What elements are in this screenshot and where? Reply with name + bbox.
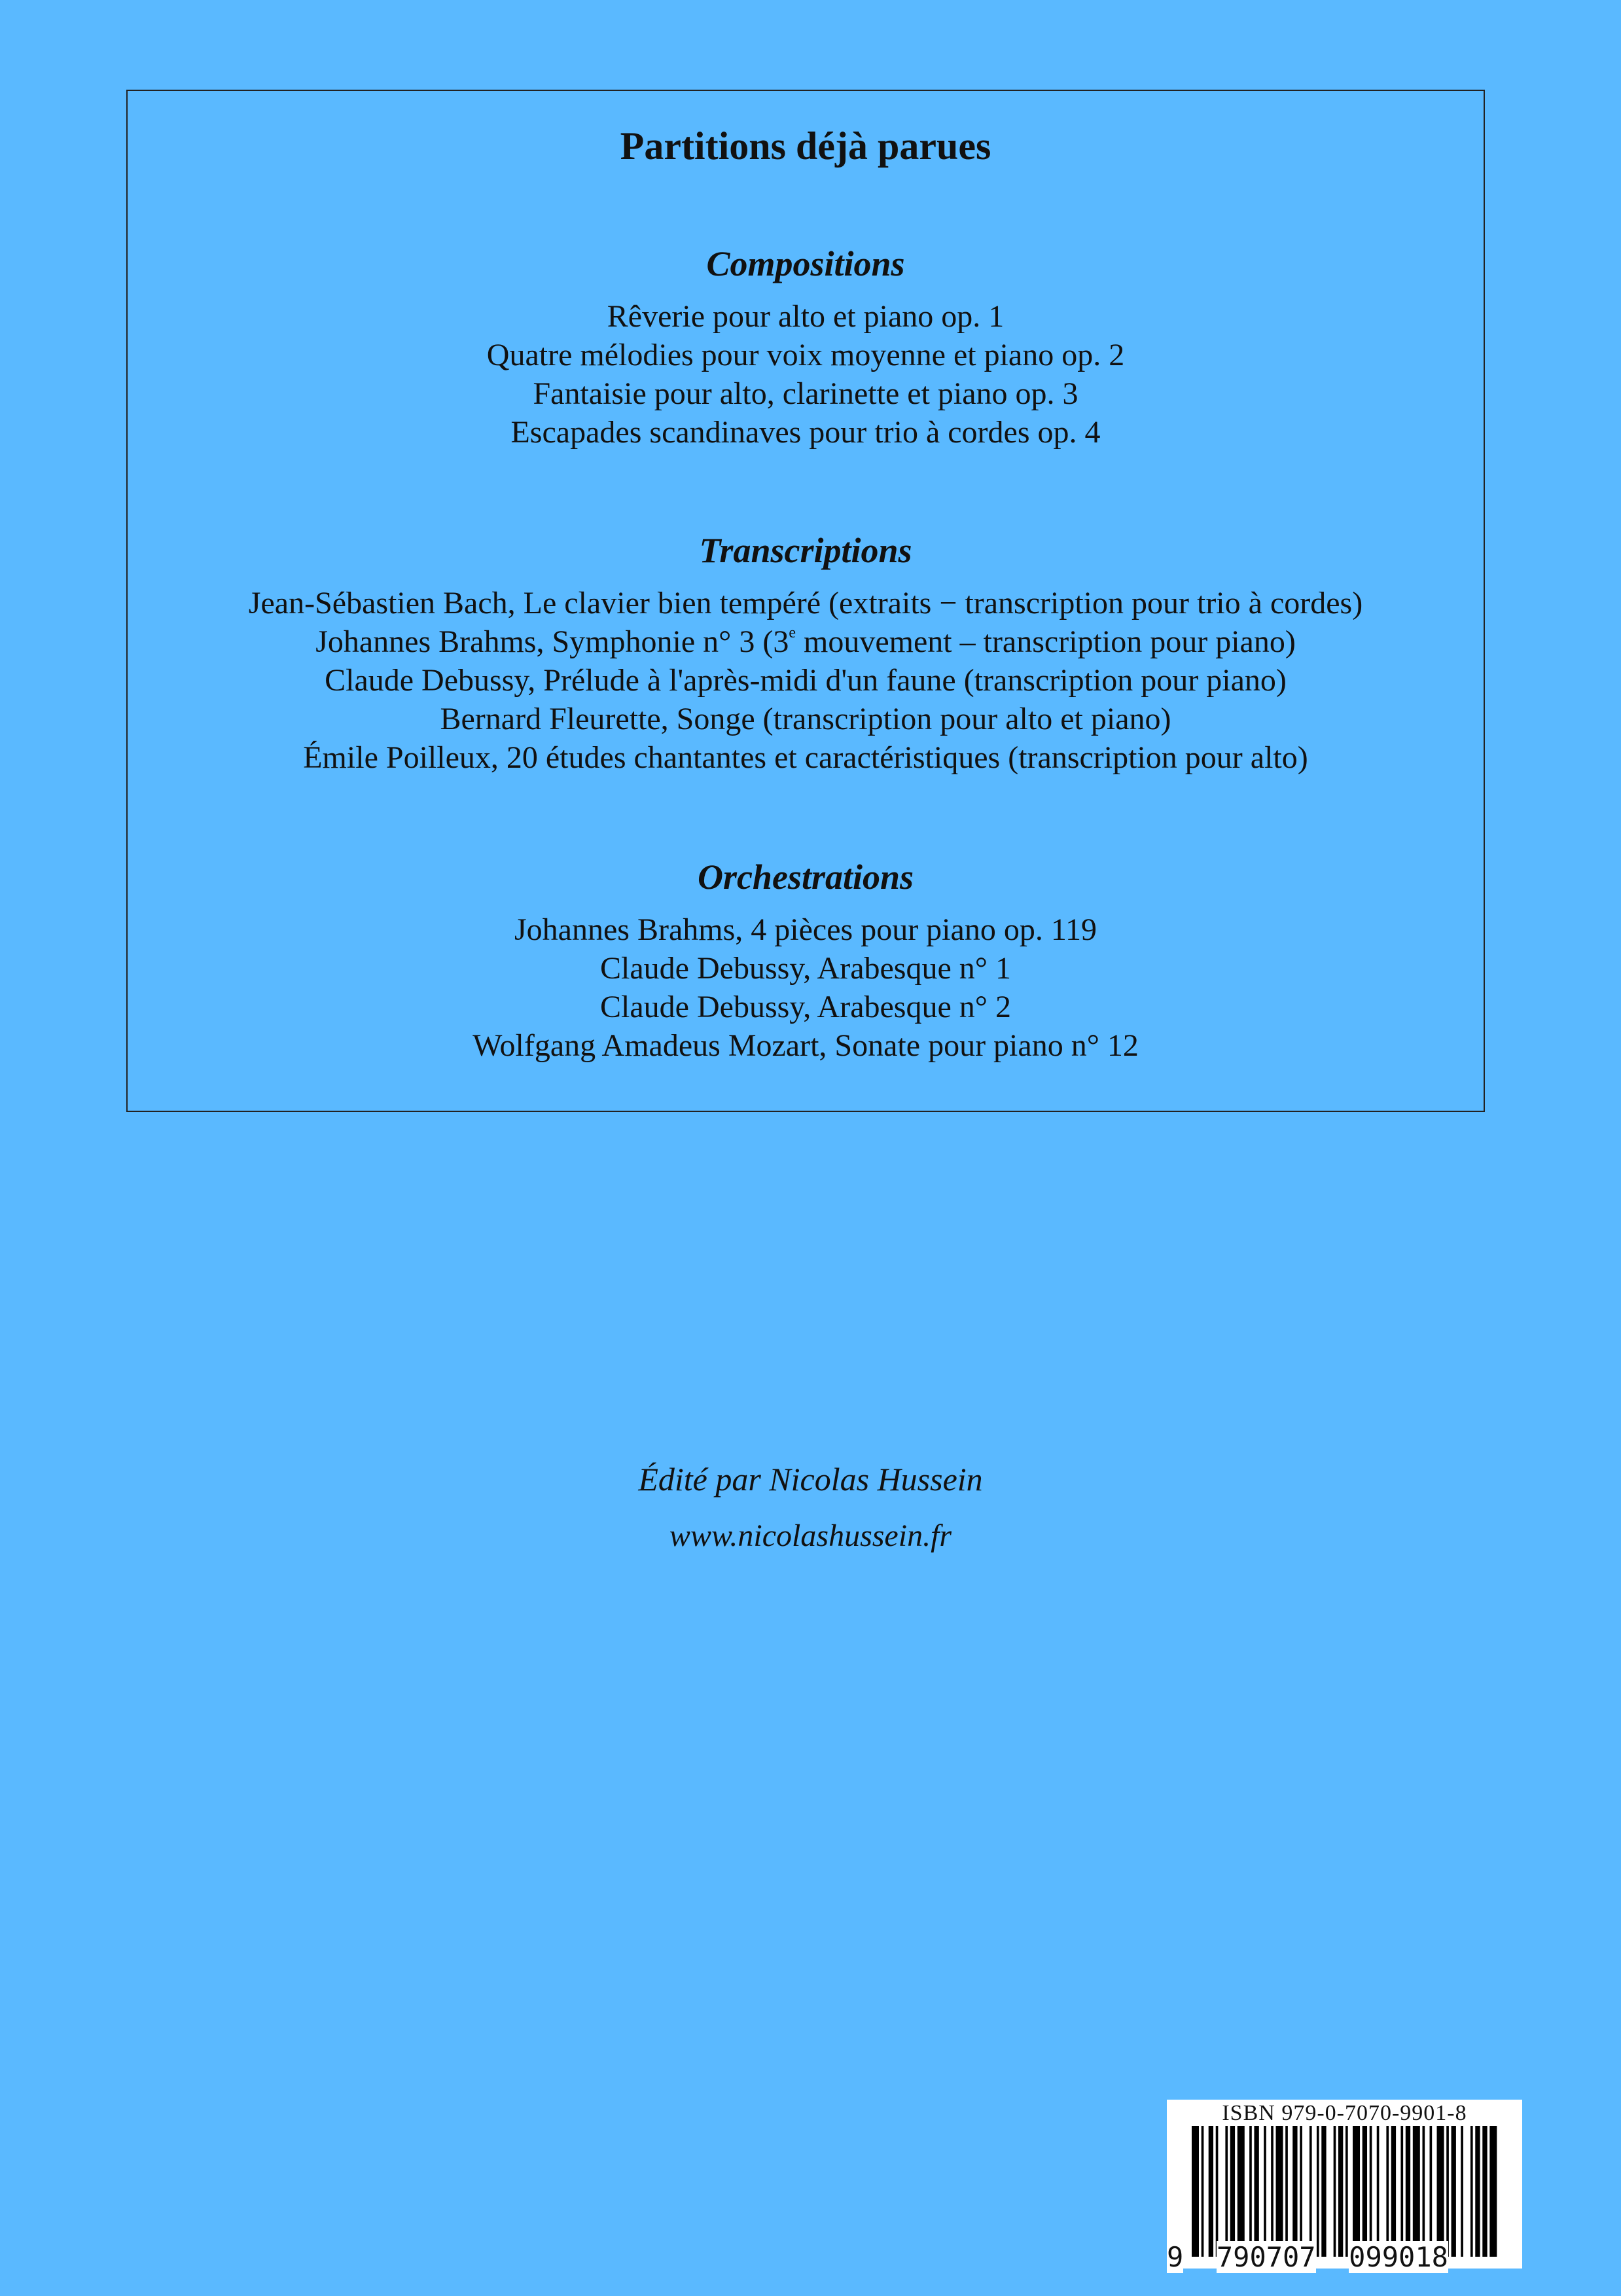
barcode-bar (1271, 2126, 1274, 2257)
barcode-bar (1345, 2126, 1348, 2257)
barcode-bar (1482, 2126, 1487, 2257)
barcode-bar (1300, 2126, 1302, 2257)
section-compositions (128, 243, 1484, 452)
barcode-bar (1285, 2126, 1288, 2257)
barcode-digit-first: 9 (1167, 2241, 1184, 2273)
list-item: Émile Poilleux, 20 études chantantes et caractéristiques (transcription pour alto) (303, 740, 1308, 775)
barcode-bar (1292, 2126, 1297, 2257)
barcode-bar (1254, 2126, 1258, 2257)
section-heading-compositions: Compositions (706, 244, 905, 283)
barcode-bar (1430, 2126, 1433, 2257)
barcode-bar (1370, 2126, 1372, 2257)
list-item: Bernard Fleurette, Songe (transcription pour alto et piano) (440, 701, 1171, 736)
barcode-bar (1400, 2126, 1403, 2257)
catalog-box (126, 90, 1485, 1112)
ordinal-superscript: e (789, 624, 796, 641)
list-item: Rêverie pour alto et piano op. 1 (607, 298, 1005, 334)
barcode-bar (1216, 2126, 1219, 2257)
section-transcriptions (128, 529, 1484, 777)
barcode-bar (1452, 2126, 1456, 2257)
barcode-bar (1238, 2126, 1245, 2257)
barcode-bar (1423, 2126, 1425, 2257)
barcode-bar (1264, 2126, 1266, 2257)
barcode-bar (1338, 2126, 1343, 2257)
barcode-bar (1209, 2126, 1213, 2257)
barcode-bar (1353, 2126, 1360, 2257)
list-item: Claude Debussy, Arabesque n° 1 (600, 950, 1011, 986)
list-item: Claude Debussy, Prélude à l'après-midi d'un faune (transcription pour piano) (325, 662, 1287, 698)
isbn-label: ISBN 979-0-7070-9901-8 (1222, 2101, 1467, 2125)
publisher-credit: Édité par Nicolas Hussein (638, 1461, 983, 1498)
website-url: www.nicolashussein.fr (669, 1518, 952, 1553)
transcriptions-list (128, 584, 1484, 777)
barcode-bar (1475, 2126, 1480, 2257)
barcode-bar (1192, 2126, 1199, 2257)
section-orchestrations (128, 856, 1484, 1065)
list-item: Fantaisie pour alto, clarinette et piano op. 3 (533, 376, 1078, 411)
list-item: Johannes Brahms, 4 pièces pour piano op. 119 (514, 912, 1097, 947)
barcode-bar (1470, 2126, 1473, 2257)
brahms-text: Johannes Brahms, Symphonie n° 3 (3 (315, 624, 789, 659)
barcode-bar (1363, 2126, 1367, 2257)
barcode-bar (1225, 2126, 1228, 2257)
barcode-bar (1437, 2126, 1444, 2257)
barcode-bar (1334, 2126, 1336, 2257)
barcode-bar (1276, 2126, 1283, 2257)
list-item: Quatre mélodies pour voix moyenne et piano op. 2 (486, 337, 1125, 372)
barcode-digit-group-1: 790707 (1216, 2241, 1316, 2273)
barcode-bar (1413, 2126, 1420, 2257)
list-item-brahms-symphony (128, 622, 1484, 661)
barcode-bar (1391, 2126, 1396, 2257)
barcode-bars (1192, 2126, 1499, 2257)
isbn-barcode (1167, 2100, 1522, 2273)
section-heading-transcriptions: Transcriptions (699, 531, 912, 570)
barcode-bar (1461, 2126, 1463, 2257)
barcode-bar (1489, 2126, 1497, 2257)
list-item: Claude Debussy, Arabesque n° 2 (600, 989, 1011, 1024)
barcode-bar (1317, 2126, 1319, 2257)
barcode-bar (1377, 2126, 1380, 2257)
barcode-bar (1406, 2126, 1410, 2257)
barcode-bar (1386, 2126, 1389, 2257)
brahms-suffix: mouvement – transcription pour piano) (795, 624, 1296, 659)
barcode-bar (1249, 2126, 1252, 2257)
orchestrations-list (128, 910, 1484, 1065)
barcode-bar (1446, 2126, 1449, 2257)
catalog-title: Partitions déjà parues (620, 124, 991, 168)
list-item: Jean-Sébastien Bach, Le clavier bien tempéré (extraits − transcription pour trio à cordes) (248, 585, 1363, 620)
barcode-bar (1202, 2126, 1204, 2257)
barcode-bar (1309, 2126, 1312, 2257)
barcode-bar (1230, 2126, 1235, 2257)
list-item: Escapades scandinaves pour trio à cordes op. 4 (510, 414, 1101, 450)
section-heading-orchestrations: Orchestrations (697, 857, 914, 897)
barcode-digit-group-2: 099018 (1349, 2241, 1448, 2273)
barcode-bar (1321, 2126, 1326, 2257)
list-item: Wolfgang Amadeus Mozart, Sonate pour piano n° 12 (472, 1028, 1139, 1063)
compositions-list (128, 297, 1484, 452)
barcode-digits (1167, 2241, 1522, 2273)
